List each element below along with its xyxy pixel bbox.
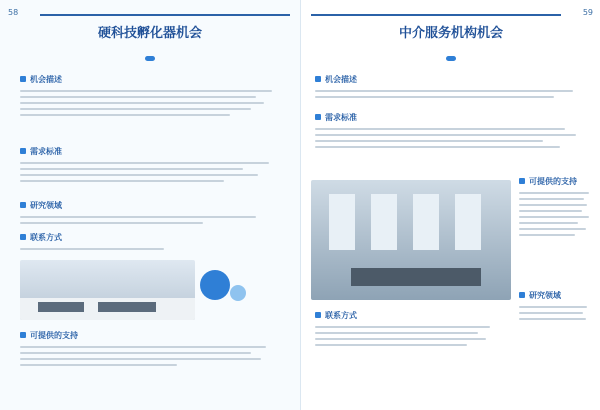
title-accent (145, 56, 155, 61)
text-block (20, 212, 282, 228)
title-accent (446, 56, 456, 61)
text-block (519, 188, 593, 240)
text-line (20, 352, 251, 354)
text-block (20, 342, 282, 370)
text-line (519, 222, 578, 224)
text-line (315, 140, 543, 142)
text-line (519, 318, 586, 320)
section-heading-label: 研究领域 (529, 291, 561, 300)
text-line (20, 96, 256, 98)
section-heading-label: 需求标准 (30, 147, 62, 156)
text-line (20, 174, 258, 176)
section-heading-label: 机会描述 (325, 75, 357, 84)
page-number: 58 (8, 8, 19, 17)
text-block (519, 302, 593, 324)
section-heading (20, 146, 62, 157)
section-marker (519, 292, 525, 298)
photo-window (413, 194, 439, 250)
photo-desk (38, 302, 84, 312)
section-marker (20, 234, 26, 240)
section-heading (20, 200, 62, 211)
photo-window (329, 194, 355, 250)
text-line (315, 338, 486, 340)
section-heading-label: 联系方式 (30, 233, 62, 242)
text-line (20, 216, 256, 218)
text-block (20, 158, 282, 186)
section-heading (20, 74, 62, 85)
text-line (519, 312, 583, 314)
section-marker (20, 148, 26, 154)
section-marker (20, 76, 26, 82)
section-marker (20, 202, 26, 208)
section-heading (20, 330, 78, 341)
text-line (315, 90, 573, 92)
text-line (20, 102, 264, 104)
section-heading-label: 研究领域 (30, 201, 62, 210)
text-line (20, 168, 243, 170)
text-line (519, 198, 584, 200)
section-marker (20, 332, 26, 338)
text-line (519, 210, 582, 212)
section-heading (315, 112, 357, 123)
text-line (315, 332, 478, 334)
header-rule (40, 14, 290, 16)
text-line (519, 306, 587, 308)
text-line (315, 326, 490, 328)
text-line (315, 134, 576, 136)
text-block (20, 244, 180, 254)
photo-window (371, 194, 397, 250)
text-line (315, 344, 467, 346)
text-line (20, 114, 230, 116)
text-line (519, 204, 587, 206)
section-heading (519, 290, 561, 301)
section-heading-label: 需求标准 (325, 113, 357, 122)
right-page (300, 0, 600, 410)
text-block (315, 322, 505, 350)
decorative-circle (200, 270, 230, 300)
section-heading (519, 176, 577, 187)
text-line (20, 108, 251, 110)
text-line (519, 192, 589, 194)
section-marker (519, 178, 525, 184)
section-heading (315, 74, 357, 85)
text-line (519, 216, 589, 218)
section-heading (20, 232, 62, 243)
page-title: 硬科技孵化器机会 (97, 26, 202, 41)
section-heading (315, 310, 357, 321)
text-line (519, 228, 586, 230)
text-line (20, 248, 164, 250)
text-line (20, 222, 203, 224)
text-block (20, 86, 282, 120)
section-heading-label: 可提供的支持 (30, 331, 78, 340)
section-heading-label: 联系方式 (325, 311, 357, 320)
text-line (519, 234, 575, 236)
section-marker (315, 114, 321, 120)
text-line (20, 346, 266, 348)
text-line (315, 96, 554, 98)
text-line (20, 358, 261, 360)
header-rule (311, 14, 561, 16)
text-line (315, 128, 565, 130)
section-heading-label: 机会描述 (30, 75, 62, 84)
section-marker (315, 312, 321, 318)
photo-window (455, 194, 481, 250)
office-photo (20, 260, 195, 320)
section-marker (315, 76, 321, 82)
text-line (20, 162, 269, 164)
text-block (315, 86, 587, 102)
page-number: 59 (582, 8, 593, 17)
page-title: 中介服务机构机会 (398, 26, 503, 41)
photo-desk (98, 302, 156, 312)
office-photo (311, 180, 511, 300)
text-line (20, 180, 224, 182)
text-line (20, 364, 177, 366)
section-heading-label: 可提供的支持 (529, 177, 577, 186)
text-block (315, 124, 587, 152)
text-line (315, 146, 560, 148)
decorative-circle (230, 285, 246, 301)
photo-counter (351, 268, 481, 286)
text-line (20, 90, 272, 92)
